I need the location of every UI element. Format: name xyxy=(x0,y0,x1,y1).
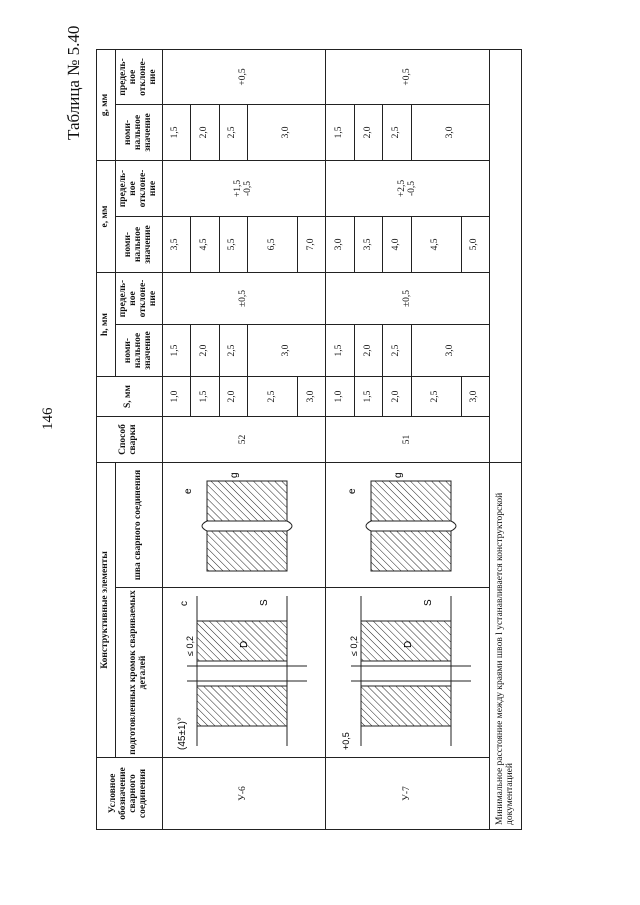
s-y7-0: 1,0 xyxy=(326,377,355,417)
e-nom-y7-2: 4,0 xyxy=(383,216,412,272)
d-label: D xyxy=(238,641,250,649)
e-nom-y6-2: 5,5 xyxy=(219,216,248,272)
weld-joint-table xyxy=(96,49,522,830)
header-g-deviation: предель-ное отклоне-ние xyxy=(116,49,163,104)
g-nom-y7-0: 1,5 xyxy=(326,104,355,160)
e-nom-y7-3: 4,5 xyxy=(412,216,462,272)
header-e-nominal: номи-нальное значение xyxy=(116,216,163,272)
g-nom-y6-0: 1,5 xyxy=(162,104,191,160)
note-empty-cell xyxy=(490,49,522,462)
g-dev-y6: +0,5 xyxy=(162,49,326,104)
e-nom-y7-4: 5,0 xyxy=(461,216,490,272)
g-nom-y7-2: 2,5 xyxy=(383,104,412,160)
e-nom-y7-1: 3,5 xyxy=(354,216,383,272)
g-nom-y6-2: 2,5 xyxy=(219,104,248,160)
header-elements: Конструктивные элементы xyxy=(97,463,116,758)
g-label-y7: g xyxy=(392,472,404,478)
g-nom-y7-3: 3,0 xyxy=(412,104,490,160)
s-y6-1: 1,5 xyxy=(191,377,220,417)
g-dev-y7: +0,5 xyxy=(326,49,490,104)
h-nom-y7-0: 1,5 xyxy=(326,325,355,377)
s-y7-3: 2,5 xyxy=(412,377,462,417)
header-e: e, мм xyxy=(97,160,116,272)
gap-label: ≤ 0,2 xyxy=(184,636,195,657)
page-number: 146 xyxy=(40,407,56,430)
h-nom-y7-1: 2,0 xyxy=(354,325,383,377)
e-nom-y6-4: 7,0 xyxy=(297,216,326,272)
h-nom-y6-1: 2,0 xyxy=(191,325,220,377)
rotated-table-wrapper xyxy=(96,50,522,830)
h-nom-y6-0: 1,5 xyxy=(162,325,191,377)
e-dev-y7: +2,5 -0,5 xyxy=(326,160,490,216)
e-nom-y6-1: 4,5 xyxy=(191,216,220,272)
header-g-nominal: номи-нальное значение xyxy=(116,104,163,160)
g-nom-y6-1: 2,0 xyxy=(191,104,220,160)
header-s: S, мм xyxy=(97,377,163,417)
code-y7: У-7 xyxy=(326,758,490,830)
h-nom-y7-2: 2,5 xyxy=(383,325,412,377)
header-g: g, мм xyxy=(97,49,116,160)
gap-label-y7: ≤ 0,2 xyxy=(348,636,359,657)
e-label: e xyxy=(182,488,194,494)
header-prepared-edges: подготовленных кромок свариваемых деталей xyxy=(116,588,163,758)
h-nom-y7-3: 3,0 xyxy=(412,325,490,377)
h-nom-y6-3: 3,0 xyxy=(248,325,326,377)
table-caption: Таблица № 5.40 xyxy=(64,25,83,140)
header-h-deviation: предель-ное отклоне-ние xyxy=(116,272,163,324)
weld-drawing-y6 xyxy=(162,463,326,588)
code-y6: У-6 xyxy=(162,758,326,830)
s-label: S xyxy=(258,599,270,607)
g-nom-y6-3: 3,0 xyxy=(248,104,326,160)
h-dev-y7: ±0,5 xyxy=(326,272,490,324)
method-y7: 51 xyxy=(326,417,490,463)
h-dev-y6: ±0,5 xyxy=(162,272,326,324)
s-y6-2: 2,0 xyxy=(219,377,248,417)
e-dev-y6: +1,5 -0,5 xyxy=(162,160,326,216)
prepared-edges-drawing-y6 xyxy=(162,588,326,758)
header-designation: Условное обозначение сварного соединения xyxy=(97,758,163,830)
e-nom-y6-0: 3,5 xyxy=(162,216,191,272)
s-label-y7: S xyxy=(422,599,434,607)
g-nom-y7-1: 2,0 xyxy=(354,104,383,160)
e-nom-y6-3: 6,5 xyxy=(248,216,298,272)
method-y6: 52 xyxy=(162,417,326,463)
s-y6-3: 2,5 xyxy=(248,377,298,417)
s-y7-1: 1,5 xyxy=(354,377,383,417)
h-nom-y6-2: 2,5 xyxy=(219,325,248,377)
header-h: h, мм xyxy=(97,272,116,376)
header-e-deviation: предель-ное отклоне-ние xyxy=(116,160,163,216)
s-y7-4: 3,0 xyxy=(461,377,490,417)
table-note: Минимальное расстояние между краями швов l устанавливается конструкторской документацией xyxy=(490,463,522,830)
angle-label: (45±1)° xyxy=(176,717,188,751)
s-y6-0: 1,0 xyxy=(162,377,191,417)
c-label: c xyxy=(178,601,190,607)
prepared-edges-drawing-y7 xyxy=(326,588,490,758)
weld-drawing-y7 xyxy=(326,463,490,588)
d-label-y7: D xyxy=(402,641,414,649)
s-y7-2: 2,0 xyxy=(383,377,412,417)
e-nom-y7-0: 3,0 xyxy=(326,216,355,272)
header-method: Способ сварки xyxy=(97,417,163,463)
s-y6-4: 3,0 xyxy=(297,377,326,417)
g-label: g xyxy=(228,472,240,478)
header-h-nominal: номи-нальное значение xyxy=(116,325,163,377)
offset-label: +0,5 xyxy=(340,732,351,751)
e-label-y7: e xyxy=(346,488,358,494)
header-weld: шва сварного соединения xyxy=(116,463,163,588)
